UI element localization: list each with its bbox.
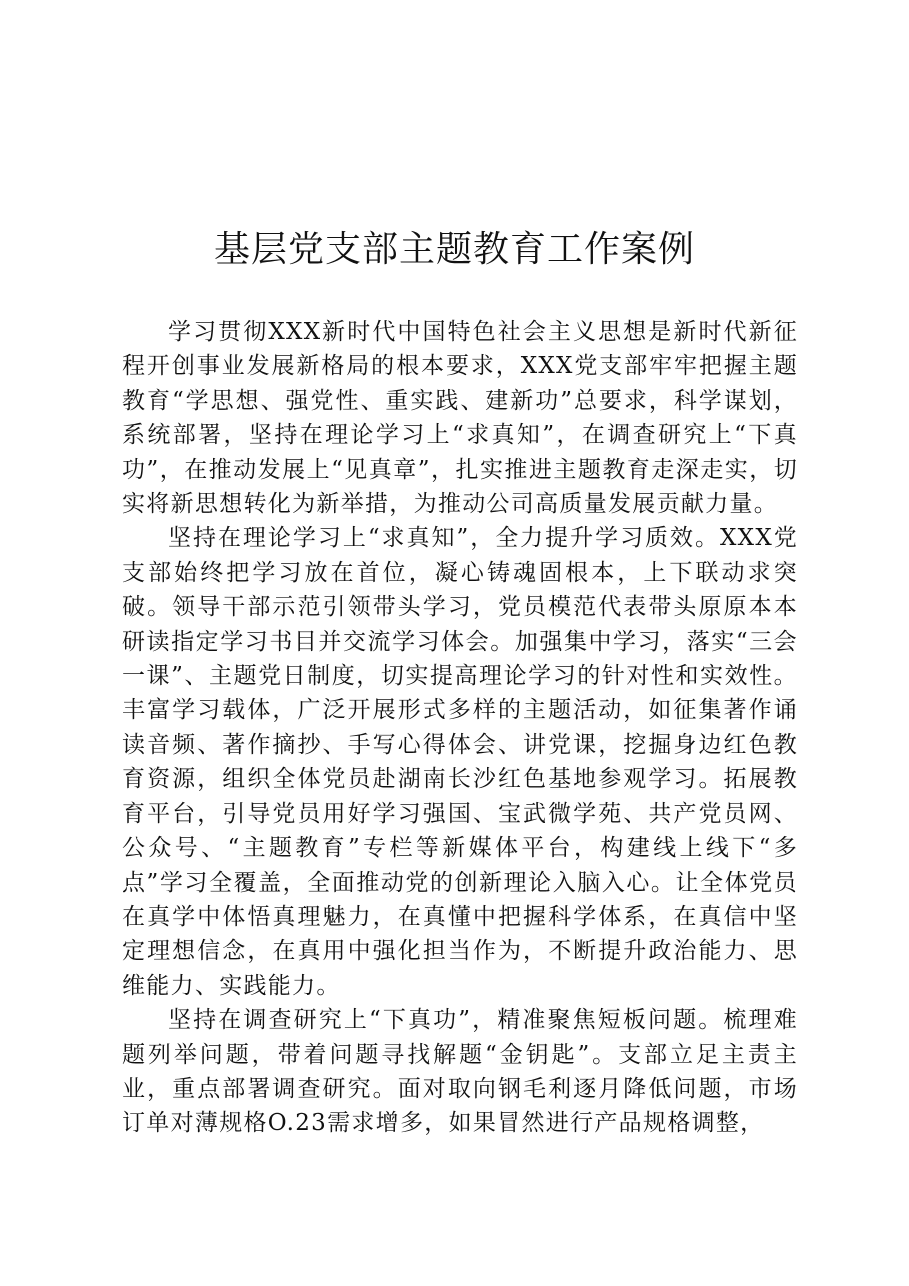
paragraph-theory-study: 坚持在理论学习上“求真知”，全力提升学习质效。XXX党支部始终把学习放在首位，凝心铸魂固根本，上下联动求突破。领导干部示范引领带头学习，党员模范代表带头原原本本研读指定学习书目并交流学习体会。加强集中学习，落实“三会一课”、主题党日制度，切实提高理论学习的针对性和实效性。丰富学习载体，广泛开展形式多样的主题活动，如征集著作诵读音频、著作摘抄、手写心得体会、讲党课，挖掘身边红色教育资源，组织全体党员赴湖南长沙红色基地参观学习。拓展教育平台，引导党员用好学习强国、宝武微学苑、共产党员网、公众号、“主题教育”专栏等新媒体平台，构建线上线下“多点”学习全覆盖，全面推动党的创新理论入脑入心。让全体党员在真学中体悟真理魅力，在真懂中把握科学体系，在真信中坚定理想信念，在真用中强化担当作为，不断提升政治能力、思维能力、实践能力。 (122, 525, 798, 999)
paragraph-investigation: 坚持在调查研究上“下真功”，精准聚焦短板问题。梳理难题列举问题，带着问题寻找解题“金钥匙”。支部立足主责主业，重点部署调查研究。面对取向钢毛利逐月降低问题，市场订单对薄规格O.23需求增多，如果冒然进行产品规格调整， (122, 1007, 798, 1137)
document-title: 基层党支部主题教育工作案例 (213, 229, 695, 270)
document-body (122, 315, 798, 1141)
paragraph-intro: 学习贯彻XXX新时代中国特色社会主义思想是新时代新征程开创事业发展新格局的根本要求，XXX党支部牢牢把握主题教育“学思想、强党性、重实践、建新功”总要求，科学谋划，系统部署，坚持在理论学习上“求真知”，在调查研究上“下真功”，在推动发展上“见真章”，扎实推进主题教育走深走实，切实将新思想转化为新举措，为推动公司高质量发展贡献力量。 (122, 319, 798, 518)
